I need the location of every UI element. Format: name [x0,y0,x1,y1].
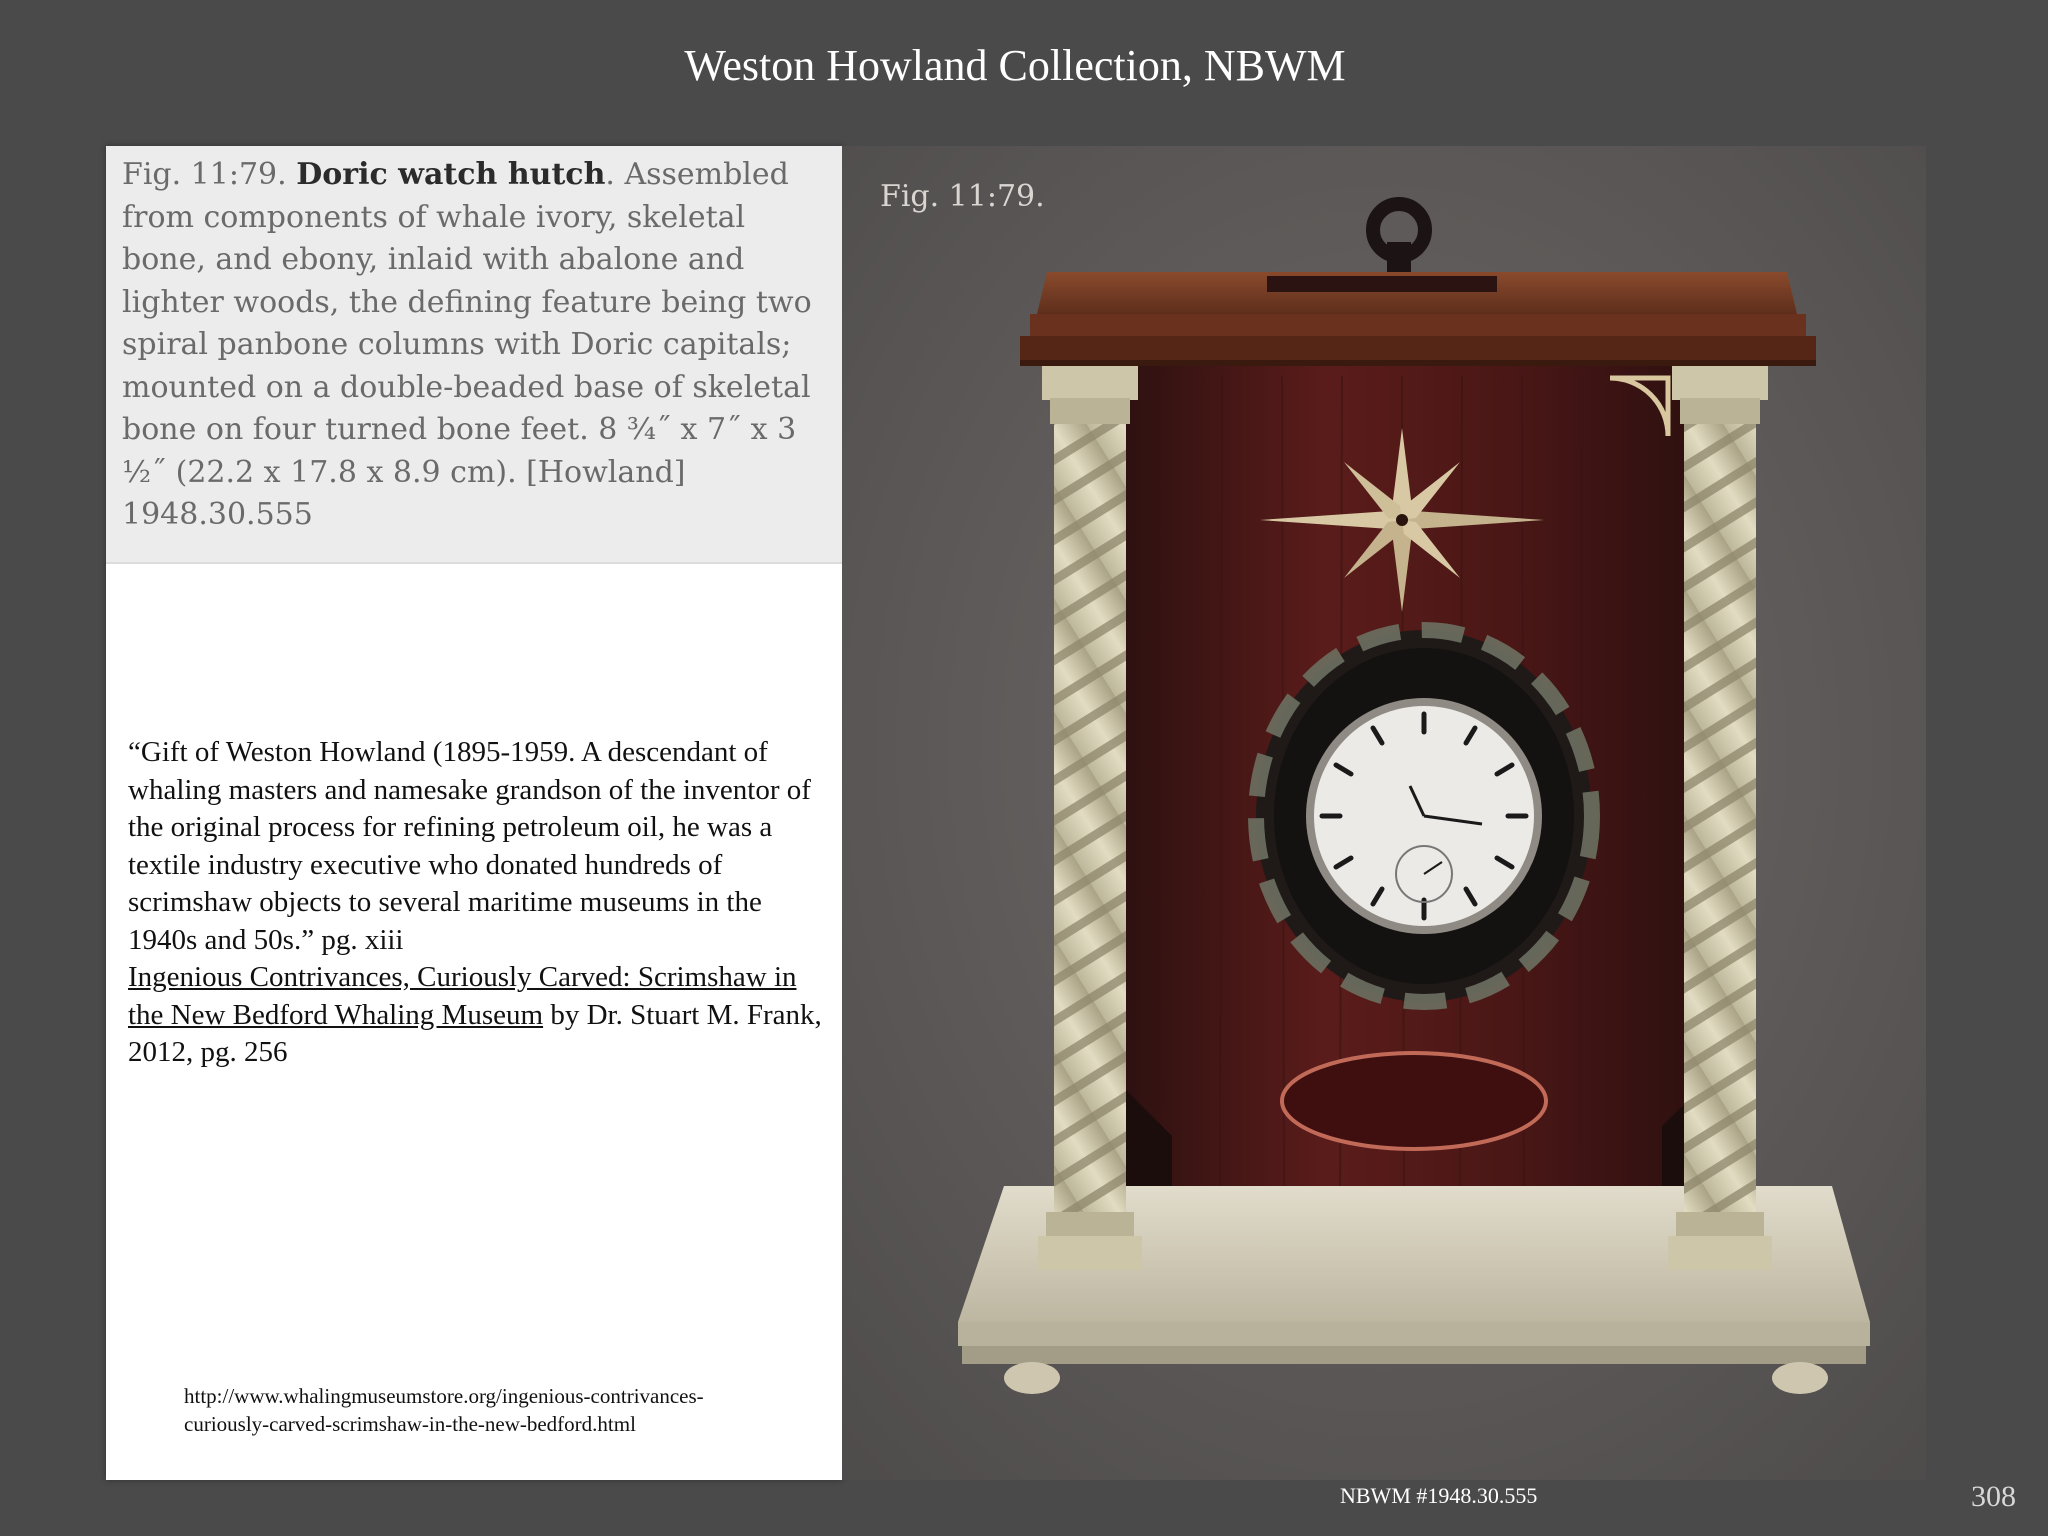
source-url[interactable]: http://www.whalingmuseumstore.org/ingenious-contrivances-curiously-carved-scrimshaw-in-the-new-bedford.html [184,1384,704,1436]
figure-caption [122,154,834,537]
gift-quote [128,734,828,1072]
photo-fig-label: Fig. 11:79. [880,179,1045,214]
text-card [106,146,842,1480]
caption-fig-label: Fig. 11:79. [122,157,287,192]
watch-hutch-photo [842,146,1926,1480]
slide-title: Weston Howland Collection, NBWM [684,41,1346,90]
object-id-caption: NBWM #1948.30.555 [1340,1483,1538,1508]
page-number: 308 [1971,1480,2016,1513]
caption-bold-title: Doric watch hutch [296,157,606,192]
figure-caption-box [106,146,842,564]
quote-text: “Gift of Weston Howland (1895-1959. A descendant of whaling masters and namesake grandson of the inventor of the original process for refining petroleum oil, he was a textile industry executive who donated hundreds of scrimshaw objects to several maritime museums in the 1940s and 50s.” pg. xiii [128,736,811,956]
hutch-top [1020,272,1816,366]
caption-body: . Assembled from components of whale ivory, skeletal bone, and ebony, inlaid with abalone and lighter woods, the defining feature being two spiral panbone columns with Doric capitals; mounted on a double-beaded base of skeletal bone on four turned bone feet. 8 ¾˝ x 7˝ x 3 ½˝ (22.2 x 17.8 x 8.9 cm). [Howland] 1948.30.555 [122,157,812,532]
book-citation-suffix: by Dr. Stuart M. Frank, 2012, pg. 256 [128,998,822,1068]
oval-inlay [1282,1053,1546,1149]
book-title-link[interactable]: Ingenious Contrivances, Curiously Carved: Scrimshaw in the New Bedford Whaling Museum [128,961,797,1031]
pocket-watch [1306,698,1542,934]
